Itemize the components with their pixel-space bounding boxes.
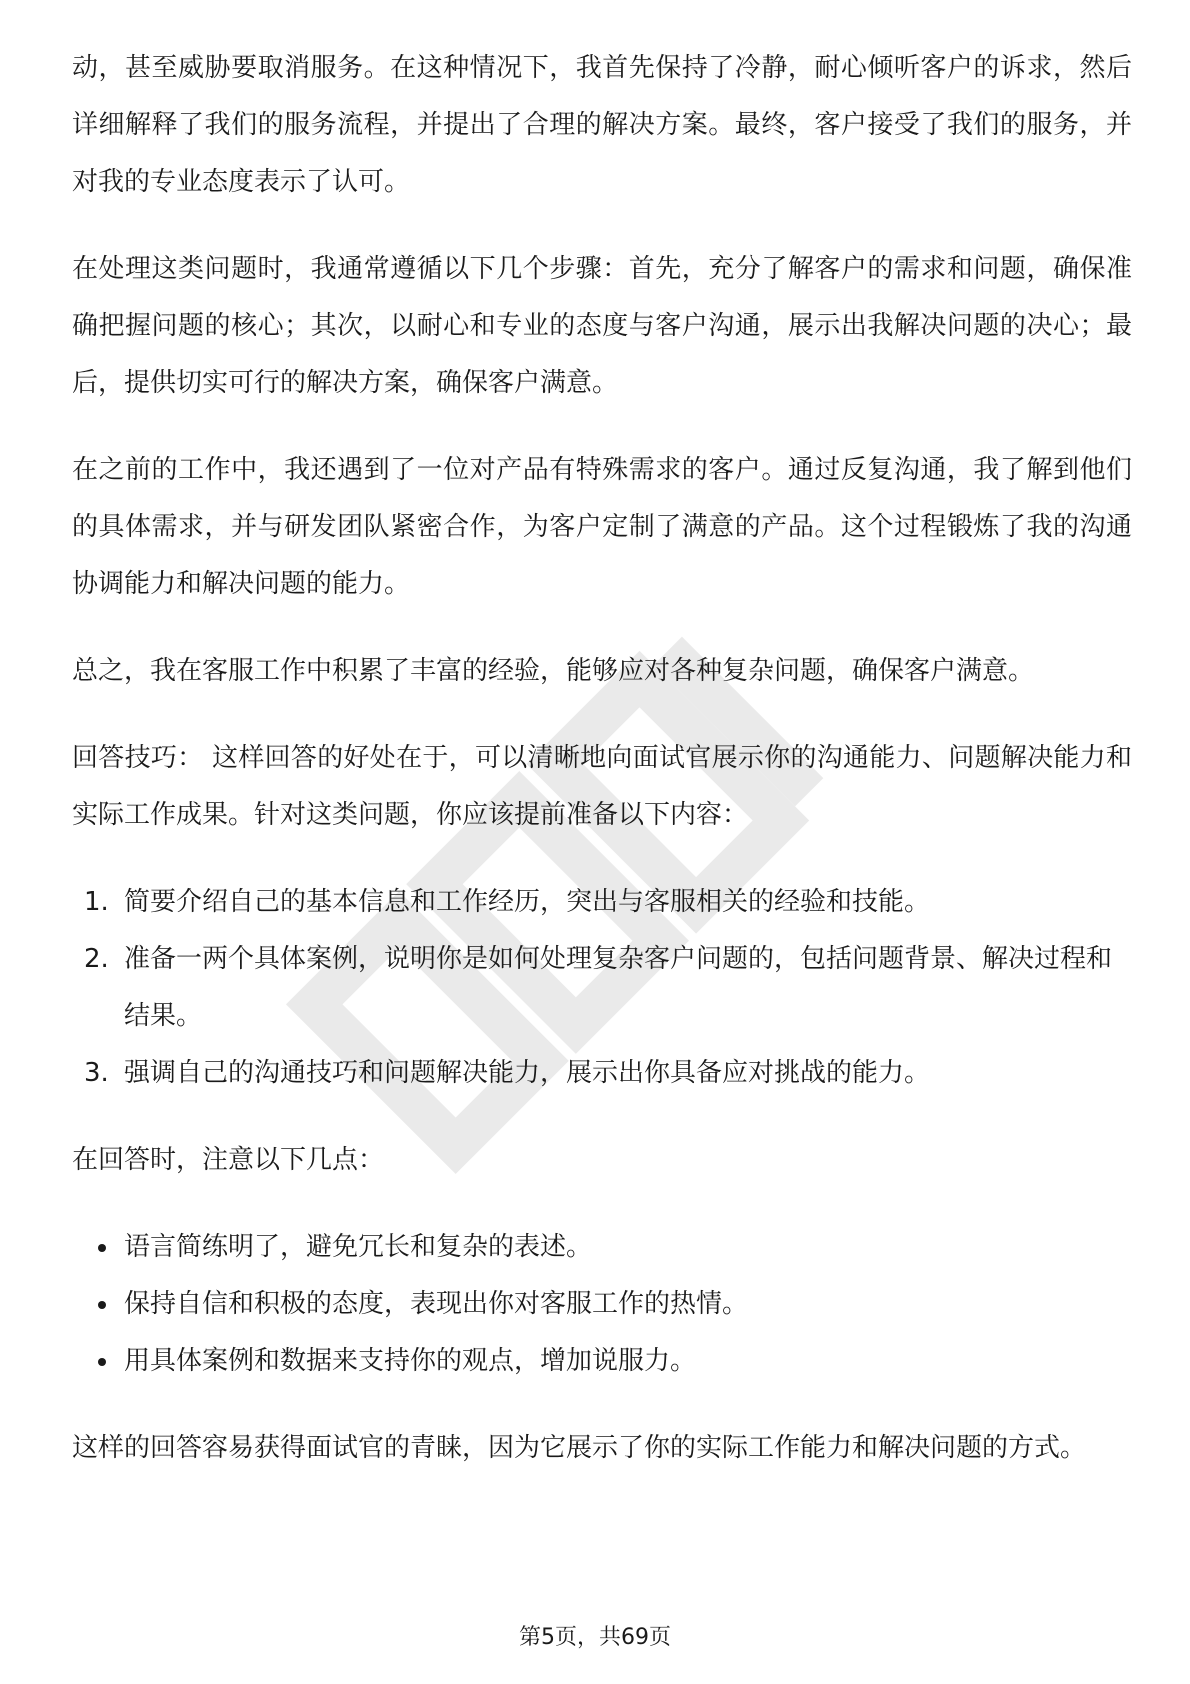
paragraph-1: 动，甚至威胁要取消服务。在这种情况下，我首先保持了冷静，耐心倾听客户的诉求，然后详细解释了我们的服务流程，并提出了合理的解决方案。最终，客户接受了我们的服务，并对我的专业态度表示了认可。: [72, 53, 1132, 197]
bullet-icon: [98, 1358, 106, 1366]
list-item: [72, 931, 1132, 1045]
document-page: [72, 40, 1132, 1507]
list-item: [72, 1219, 1132, 1276]
notes-intro: 在回答时，注意以下几点：: [72, 1145, 385, 1175]
list-item-text: 用具体案例和数据来支持你的观点，增加说服力。: [124, 1346, 697, 1376]
bullet-icon: [98, 1301, 106, 1309]
paragraph-4: 总之，我在客服工作中积累了丰富的经验，能够应对各种复杂问题，确保客户满意。: [72, 656, 1035, 686]
list-item-text: 简要介绍自己的基本信息和工作经历，突出与客服相关的经验和技能。: [124, 887, 931, 917]
list-number: 1.: [84, 887, 109, 917]
paragraph-2: 在处理这类问题时，我通常遵循以下几个步骤：首先，充分了解客户的需求和问题，确保准确把握问题的核心；其次，以耐心和专业的态度与客户沟通，展示出我解决问题的决心；最后，提供切实可行的解决方案，确保客户满意。: [72, 254, 1132, 398]
list-number: 2.: [84, 944, 109, 974]
list-item: [72, 1276, 1132, 1333]
ordered-list: [72, 874, 1132, 1102]
closing-paragraph: 这样的回答容易获得面试官的青睐，因为它展示了你的实际工作能力和解决问题的方式。: [72, 1433, 1087, 1463]
list-item-text: 强调自己的沟通技巧和问题解决能力，展示出你具备应对挑战的能力。: [124, 1058, 931, 1088]
bullet-icon: [98, 1244, 106, 1252]
list-item: [72, 874, 1132, 931]
list-item: [72, 1045, 1132, 1102]
list-item: [72, 1333, 1132, 1390]
bullet-list: [72, 1219, 1132, 1390]
list-item-text: 保持自信和积极的态度，表现出你对客服工作的热情。: [124, 1289, 749, 1319]
list-item-text: 准备一两个具体案例，说明你是如何处理复杂客户问题的，包括问题背景、解决过程和结果。: [124, 944, 1113, 1031]
answer-tips-paragraph: 回答技巧： 这样回答的好处在于，可以清晰地向面试官展示你的沟通能力、问题解决能力和实际工作成果。针对这类问题，你应该提前准备以下内容：: [72, 743, 1132, 830]
list-item-text: 语言简练明了，避免冗长和复杂的表述。: [124, 1232, 593, 1262]
page-footer: 第5页，共69页: [519, 1625, 671, 1650]
list-number: 3.: [84, 1058, 109, 1088]
paragraph-3: 在之前的工作中，我还遇到了一位对产品有特殊需求的客户。通过反复沟通，我了解到他们的具体需求，并与研发团队紧密合作，为客户定制了满意的产品。这个过程锻炼了我的沟通协调能力和解决问题的能力。: [72, 455, 1132, 599]
